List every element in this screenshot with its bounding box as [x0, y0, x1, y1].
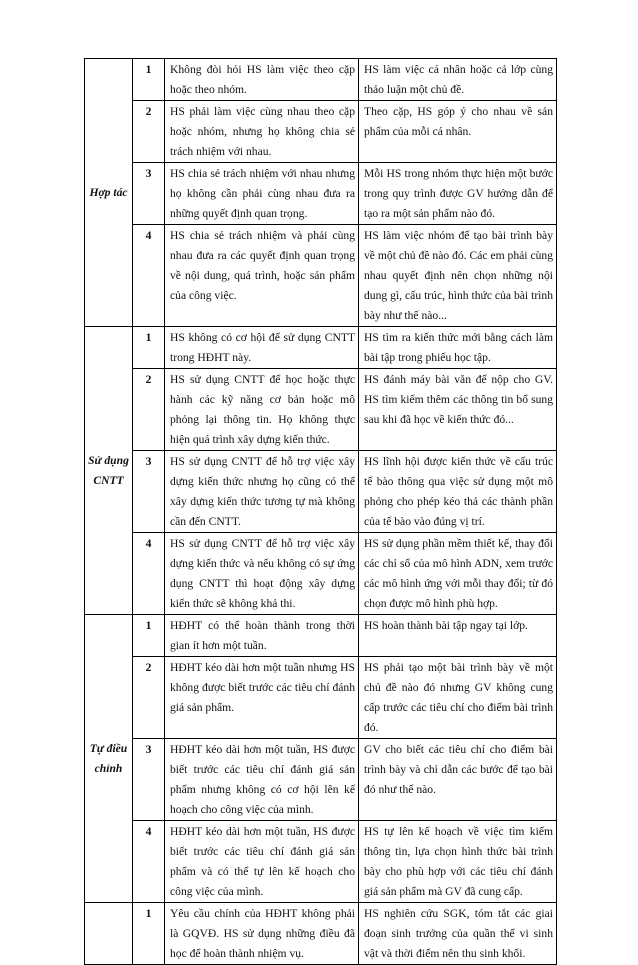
level-description: HĐHT kéo dài hơn một tuần, HS được biết trước các tiêu chí đánh giá sản phẩm và có thể tự lên kế hoạch cho công việc của mình.	[165, 821, 359, 903]
category-cell: Sử dụng CNTT	[85, 327, 133, 615]
level-example: HS sử dụng phần mềm thiết kế, thay đổi các chỉ số của mô hình ADN, xem trước các mô hình ứng với mỗi thay đổi; từ đó chọn được mô hình phù hợp.	[359, 533, 557, 615]
level-description: HĐHT kéo dài hơn một tuần, HS được biết trước các tiêu chí đánh giá sản phẩm nhưng không có cơ hội lên kế hoạch cho công việc của mình.	[165, 739, 359, 821]
table-row	[85, 59, 557, 101]
level-example: HS làm việc nhóm để tạo bài trình bày về một chủ đề nào đó. Các em phải cùng nhau quyết định nên chọn những nội dung gì, cấu trúc, hình thức của bài trình bày như thế nào...	[359, 225, 557, 327]
table-row	[85, 163, 557, 225]
table-row	[85, 657, 557, 739]
level-number: 3	[133, 739, 165, 821]
level-number: 3	[133, 163, 165, 225]
level-number: 2	[133, 657, 165, 739]
table-row	[85, 101, 557, 163]
level-number: 1	[133, 903, 165, 965]
level-description: Yêu cầu chính của HĐHT không phải là GQVĐ. HS sử dụng những điều đã học để hoàn thành nhiệm vụ.	[165, 903, 359, 965]
table-row	[85, 533, 557, 615]
level-number: 2	[133, 101, 165, 163]
table-row	[85, 225, 557, 327]
level-description: Không đòi hỏi HS làm việc theo cặp hoặc theo nhóm.	[165, 59, 359, 101]
level-description: HS sử dụng CNTT để hỗ trợ việc xây dựng kiến thức và nếu không có sự ứng dụng CNTT thì hoạt động xây dựng kiến thức sẽ không khả thi.	[165, 533, 359, 615]
level-example: HS phải tạo một bài trình bày về một chủ đề nào đó nhưng GV không cung cấp trước các tiêu chí cho điểm bài trình đó.	[359, 657, 557, 739]
level-number: 1	[133, 615, 165, 657]
level-description: HĐHT có thể hoàn thành trong thời gian ít hơn một tuần.	[165, 615, 359, 657]
level-example: HS lĩnh hội được kiến thức về cấu trúc tế bào thông qua việc sử dụng một mô phỏng cho phép kéo thả các thành phần của tế bào vào đúng vị trí.	[359, 451, 557, 533]
level-description: HS chia sẻ trách nhiệm với nhau nhưng họ không cần phải cùng nhau đưa ra những quyết định quan trọng.	[165, 163, 359, 225]
level-number: 4	[133, 533, 165, 615]
level-example: HS hoàn thành bài tập ngay tại lớp.	[359, 615, 557, 657]
level-number: 4	[133, 225, 165, 327]
level-example: Theo cặp, HS góp ý cho nhau về sản phẩm của mỗi cá nhân.	[359, 101, 557, 163]
level-example: HS đánh máy bài văn để nộp cho GV. HS tìm kiếm thêm các thông tin bổ sung sau khi đã học về kiến thức đó...	[359, 369, 557, 451]
level-number: 2	[133, 369, 165, 451]
level-description: HS phải làm việc cùng nhau theo cặp hoặc nhóm, nhưng họ không chia sẻ trách nhiệm với nhau.	[165, 101, 359, 163]
level-number: 1	[133, 327, 165, 369]
table-row	[85, 327, 557, 369]
level-example: HS làm việc cá nhân hoặc cả lớp cùng thảo luận một chủ đề.	[359, 59, 557, 101]
level-number: 4	[133, 821, 165, 903]
rubric-table	[84, 58, 557, 965]
level-description: HS không có cơ hội để sử dụng CNTT trong HĐHT này.	[165, 327, 359, 369]
table-row	[85, 821, 557, 903]
level-description: HS chia sẻ trách nhiệm và phải cùng nhau đưa ra các quyết định quan trọng về nội dung, quá trình, hoặc sản phẩm của công việc.	[165, 225, 359, 327]
category-cell: Hợp tác	[85, 59, 133, 327]
level-example: GV cho biết các tiêu chí cho điểm bài trình bày và chỉ dẫn các bước để tạo bài đó như thế nào.	[359, 739, 557, 821]
level-description: HS sử dụng CNTT để hỗ trợ việc xây dựng kiến thức nhưng họ cũng có thể xây dựng kiến thức tương tự mà không cần đến CNTT.	[165, 451, 359, 533]
level-example: Mỗi HS trong nhóm thực hiện một bước trong quy trình được GV hướng dẫn để tạo ra một sản phẩm nào đó.	[359, 163, 557, 225]
level-example: HS tự lên kế hoạch về việc tìm kiếm thông tin, lựa chọn hình thức bài trình bày cho phù hợp với các tiêu chí đánh giá sản phẩm mà GV đã cung cấp.	[359, 821, 557, 903]
level-number: 3	[133, 451, 165, 533]
level-description: HS sử dụng CNTT để học hoặc thực hành các kỹ năng cơ bản hoặc mô phỏng lại thông tin. Họ không thực hiện quá trình xây dựng kiến thức.	[165, 369, 359, 451]
category-cell	[85, 903, 133, 965]
level-example: HS tìm ra kiến thức mới bằng cách làm bài tập trong phiếu học tập.	[359, 327, 557, 369]
table-row	[85, 615, 557, 657]
level-number: 1	[133, 59, 165, 101]
table-row	[85, 739, 557, 821]
level-example: HS nghiên cứu SGK, tóm tắt các giai đoạn sinh trưởng của quần thể vi sinh vật và thời điểm nên thu sinh khối.	[359, 903, 557, 965]
table-row	[85, 451, 557, 533]
table-row	[85, 903, 557, 965]
category-cell: Tự điều chỉnh	[85, 615, 133, 903]
table-row	[85, 369, 557, 451]
level-description: HĐHT kéo dài hơn một tuần nhưng HS không được biết trước các tiêu chí đánh giá sản phẩm.	[165, 657, 359, 739]
